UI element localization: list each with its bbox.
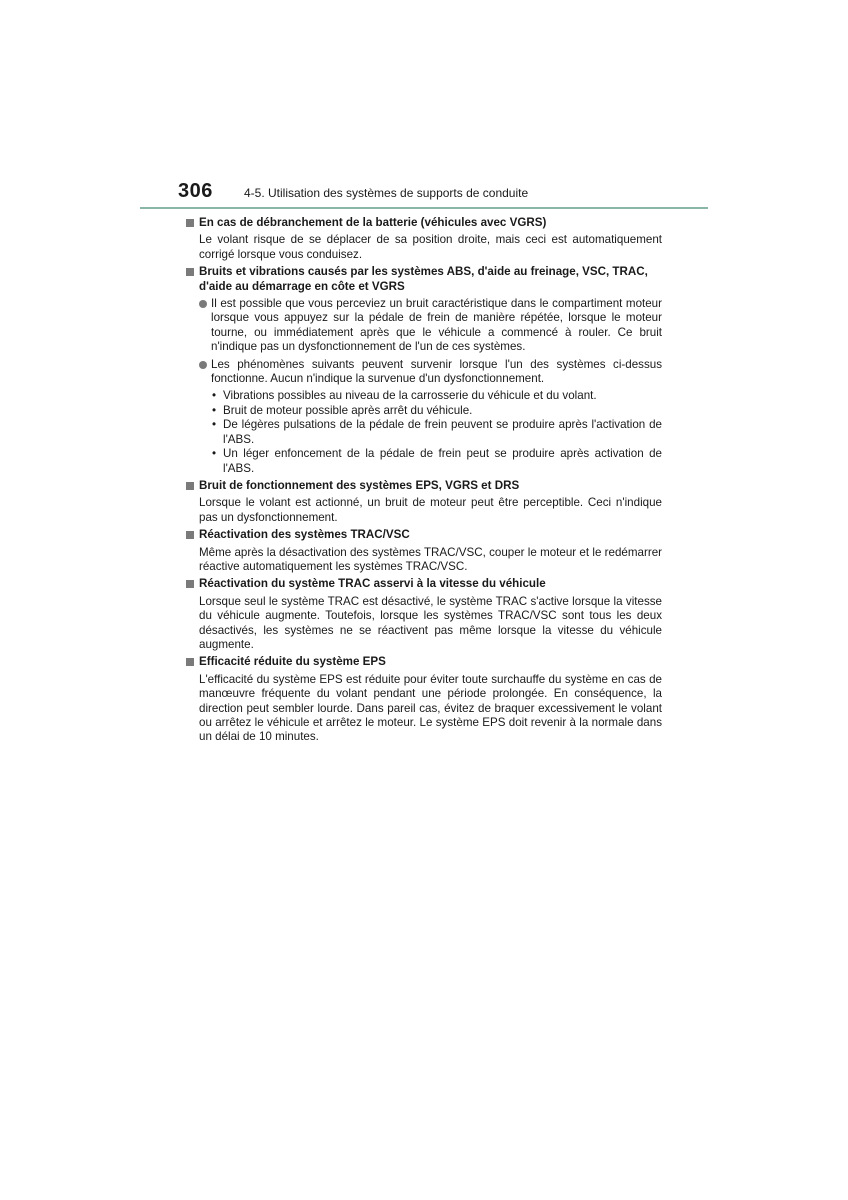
section-heading: Efficacité réduite du système EPS [186, 655, 662, 669]
section-eps-noise [186, 479, 662, 525]
sub-list-item: • Un léger enfoncement de la pédale de frein peut se produire après activation de l'ABS. [212, 447, 662, 475]
dot-bullet-icon: • [212, 418, 217, 432]
section-heading: Réactivation des systèmes TRAC/VSC [186, 528, 662, 542]
section-battery [186, 216, 662, 262]
chapter-title: 4-5. Utilisation des systèmes de supports de conduite [244, 186, 529, 200]
section-eps-efficiency [186, 655, 662, 744]
list-item: Il est possible que vous perceviez un bruit caractéristique dans le compartiment moteur lorsque vous appuyez sur la pédale de frein de manière répétée, lorsque le moteur tourne, ou immédiatement après que le véhicule a commencé à rouler. Ce bruit n'indique pas un dysfonctionnement de l'un de ces systèmes. [186, 297, 662, 355]
dot-bullet-icon: • [212, 389, 217, 403]
section-heading: En cas de débranchement de la batterie (véhicules avec VGRS) [186, 216, 662, 230]
header-rule [140, 207, 708, 209]
square-bullet-icon [186, 658, 194, 666]
square-bullet-icon [186, 268, 194, 276]
circle-bullet-icon [199, 300, 207, 308]
square-bullet-icon [186, 580, 194, 588]
section-body: Même après la désactivation des systèmes TRAC/VSC, couper le moteur et le redémarrer réactive automatiquement les systèmes TRAC/VSC. [199, 545, 662, 573]
page-number: 306 [178, 180, 213, 202]
section-heading: Bruit de fonctionnement des systèmes EPS, VGRS et DRS [186, 479, 662, 493]
section-body: Le volant risque de se déplacer de sa position droite, mais ceci est automatiquement corrigé lorsque vous conduisez. [199, 233, 662, 261]
page-content [186, 216, 662, 748]
section-body: L'efficacité du système EPS est réduite pour éviter toute surchauffe du système en cas de manœuvre fréquente du volant pendant une période prolongée. En conséquence, la direction peut sembler lourde. Dans pareil cas, évitez de braquer excessivement le volant ou arrêtez le véhicule et arrêtez le moteur. Le système EPS doit revenir à la normale dans un délai de 10 minutes. [199, 672, 662, 744]
dot-bullet-icon: • [212, 447, 217, 461]
section-heading: Bruits et vibrations causés par les systèmes ABS, d'aide au freinage, VSC, TRAC, d'aide au démarrage en côte et VGRS [186, 265, 662, 294]
page-header [178, 180, 708, 210]
dot-bullet-icon: • [212, 403, 217, 417]
sub-list-item: • Bruit de moteur possible après arrêt du véhicule. [212, 403, 473, 417]
sub-list-item: • De légères pulsations de la pédale de frein peuvent se produire après l'activation de l'ABS. [212, 418, 662, 446]
square-bullet-icon [186, 219, 194, 227]
list-item: Les phénomènes suivants peuvent survenir lorsque l'un des systèmes ci-dessus fonctionne. Aucun n'indique la survenue d'un dysfonctionnement. [186, 358, 662, 387]
section-noise-vibrations [186, 265, 662, 476]
section-trac-vsc-reactivation [186, 528, 662, 574]
section-trac-speed [186, 577, 662, 652]
section-body: Lorsque le volant est actionné, un bruit de moteur peut être perceptible. Ceci n'indique pas un dysfonctionnement. [199, 496, 662, 524]
circle-bullet-icon [199, 361, 207, 369]
section-heading: Réactivation du système TRAC asservi à la vitesse du véhicule [186, 577, 662, 591]
square-bullet-icon [186, 531, 194, 539]
section-body: Lorsque seul le système TRAC est désactivé, le système TRAC s'active lorsque la vitesse du véhicule augmente. Toutefois, lorsque les systèmes TRAC/VSC sont tous les deux désactivés, les systèmes ne se réactivent pas même lorsque la vitesse du véhicule augmente. [199, 594, 662, 651]
sub-list-item: • Vibrations possibles au niveau de la carrosserie du véhicule et du volant. [212, 389, 597, 403]
square-bullet-icon [186, 482, 194, 490]
